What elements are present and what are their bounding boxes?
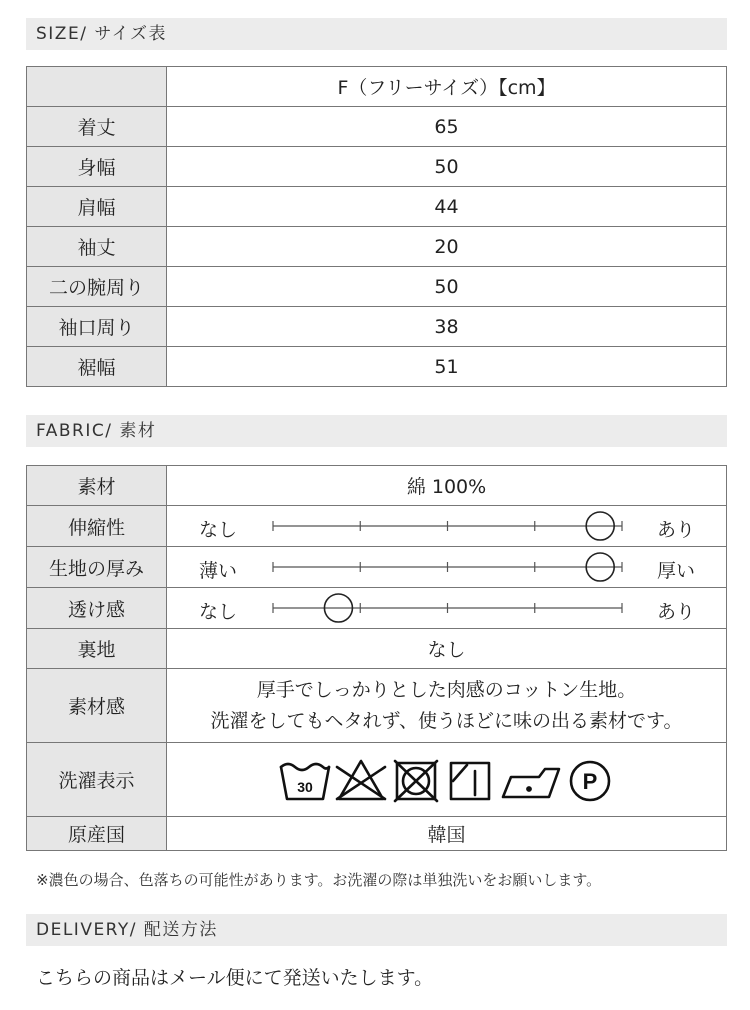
lining-value: なし <box>167 629 727 669</box>
no-bleach-icon <box>337 761 385 799</box>
size-row-label: 裾幅 <box>27 347 167 387</box>
size-row-label: 身幅 <box>27 147 167 187</box>
no-tumble-dry-icon <box>395 761 437 801</box>
size-row-label: 袖口周り <box>27 307 167 347</box>
size-row-value: 44 <box>167 187 727 227</box>
care-icons <box>167 743 727 817</box>
stretch-scale <box>167 506 727 547</box>
size-header-blank <box>27 67 167 107</box>
fabric-table <box>26 465 727 851</box>
lining-label: 裏地 <box>27 629 167 669</box>
thickness-label: 生地の厚み <box>27 547 167 588</box>
stretch-scale-max-label: あり <box>657 519 696 541</box>
origin-value: 韓国 <box>167 817 727 851</box>
size-row-value: 50 <box>167 147 727 187</box>
iron-low-icon <box>503 769 559 797</box>
texture-label: 素材感 <box>27 669 167 743</box>
size-row-label: 肩幅 <box>27 187 167 227</box>
size-row-label: 二の腕周り <box>27 267 167 307</box>
material-value: 綿 100% <box>167 466 727 506</box>
care-label: 洗濯表示 <box>27 743 167 817</box>
dry-clean-letter: P <box>582 768 597 794</box>
wash-temperature-label: 30 <box>296 778 313 795</box>
texture-value <box>167 669 727 743</box>
size-section-title: SIZE/ サイズ表 <box>26 18 727 50</box>
washing-note: ※濃色の場合、色落ちの可能性があります。お洗濯の際は単独洗いをお願いします。 <box>36 871 602 889</box>
sheerness-scale-bar <box>267 588 627 628</box>
delivery-section-title: DELIVERY/ 配送方法 <box>26 914 727 946</box>
sheerness-label: 透け感 <box>27 588 167 629</box>
size-row-value: 50 <box>167 267 727 307</box>
stretch-scale-bar <box>267 506 627 546</box>
texture-line-1: 厚手でしっかりとした肉感のコットン生地。 <box>256 678 637 701</box>
size-row-value: 51 <box>167 347 727 387</box>
fabric-section-title: FABRIC/ 素材 <box>26 415 727 447</box>
size-row-label: 袖丈 <box>27 227 167 267</box>
size-row-value: 65 <box>167 107 727 147</box>
sheerness-scale <box>167 588 727 629</box>
drip-dry-icon <box>451 763 489 799</box>
thickness-scale-min-label: 薄い <box>199 560 238 582</box>
care-symbols <box>277 755 617 805</box>
size-header: F（フリーサイズ）【cm】 <box>167 67 727 107</box>
sheerness-scale-min-label: なし <box>199 601 238 623</box>
texture-line-2: 洗濯をしてもヘタれず、使うほどに味の出る素材です。 <box>210 709 683 732</box>
material-label: 素材 <box>27 466 167 506</box>
size-row-label: 着丈 <box>27 107 167 147</box>
sheerness-scale-max-label: あり <box>657 601 696 623</box>
stretch-scale-min-label: なし <box>199 519 238 541</box>
thickness-scale-bar <box>267 547 627 587</box>
size-row-value: 38 <box>167 307 727 347</box>
origin-label: 原産国 <box>27 817 167 851</box>
thickness-scale <box>167 547 727 588</box>
size-table <box>26 66 727 387</box>
delivery-text: こちらの商品はメール便にて発送いたします。 <box>36 967 434 989</box>
stretch-label: 伸縮性 <box>27 506 167 547</box>
size-row-value: 20 <box>167 227 727 267</box>
thickness-scale-max-label: 厚い <box>657 560 696 582</box>
